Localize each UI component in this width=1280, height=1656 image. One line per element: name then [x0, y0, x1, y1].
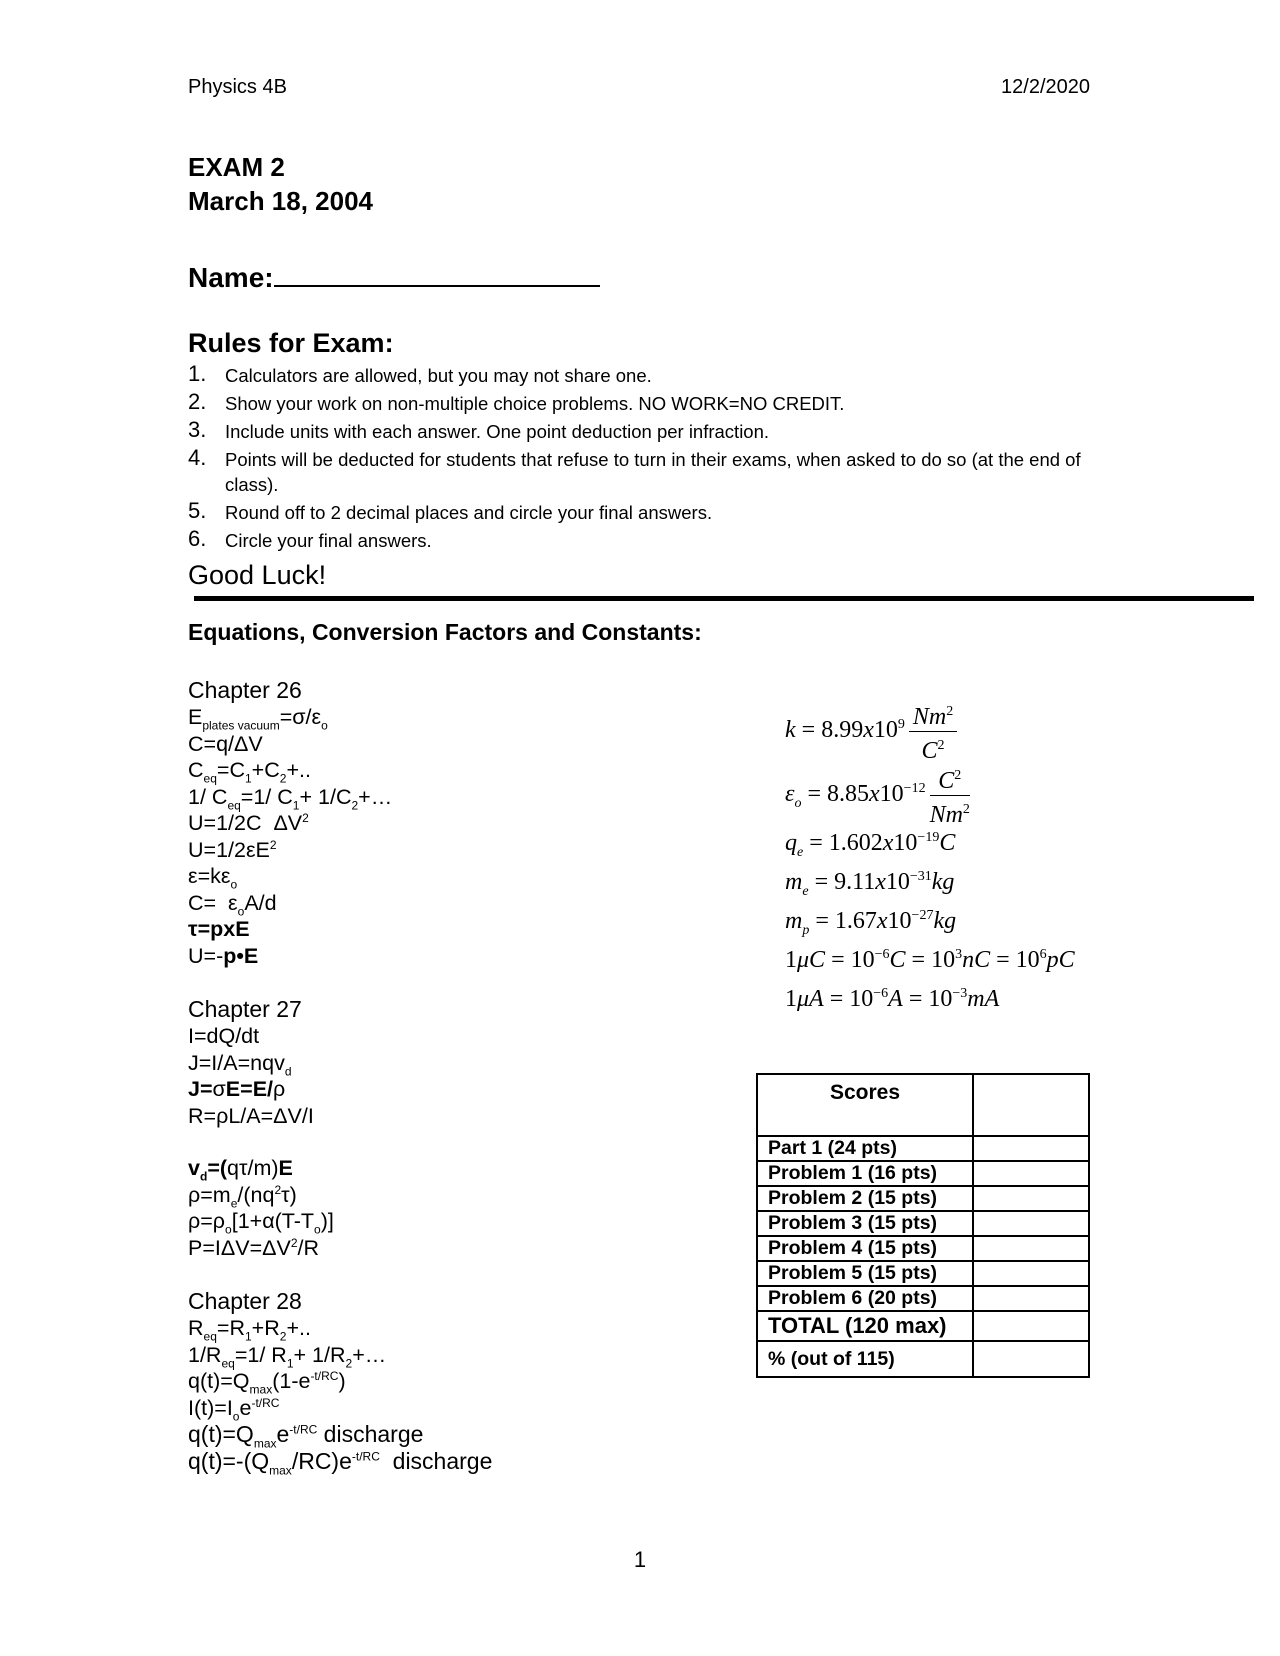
- rule-number: 2.: [188, 389, 207, 414]
- equation: I=dQ/dt: [188, 1024, 260, 1048]
- rule-item: [188, 528, 1093, 553]
- rules-heading: Rules for Exam:: [188, 328, 394, 358]
- rule-number: 1.: [188, 361, 207, 386]
- score-total-cell[interactable]: [973, 1311, 1089, 1341]
- equation: 1/ $C_{eq}=1/$ $C_1+$ $1/C_2+\dots$: [188, 784, 393, 812]
- constant-electron-charge: $q_e = 1.602x10^{-19}C$: [785, 830, 956, 860]
- score-cell[interactable]: [973, 1136, 1089, 1161]
- conversion-charge: $1\mu C = 10^{-6}C = 10^3nC = 10^6pC$: [785, 947, 1075, 973]
- constant-epsilon-o: $\varepsilon_o = 8.85x10^{-12}$ $\frac{C^2}{Nm^2}$: [785, 762, 970, 829]
- score-row-label: Problem 3 (15 pts): [757, 1211, 973, 1236]
- rules-list: [188, 363, 1093, 556]
- equation: $P=I\Delta V=\Delta V^2/R$: [188, 1235, 320, 1260]
- good-luck-text: Good Luck!: [188, 560, 327, 590]
- equation: $1/R_{eq}=1/$ $R_1+$ $1/R_2+\dots$: [188, 1342, 387, 1370]
- equation: $q(t)=-(Q_{max}/RC)e^{-t/RC}$ discharge: [188, 1447, 493, 1478]
- equation: $\rho=\rho_o[1+\alpha(T-T_o)]$: [188, 1209, 334, 1237]
- constant-proton-mass: $m_p = 1.67x10^{-27}kg$: [785, 908, 957, 938]
- section-divider: [194, 596, 1254, 601]
- rule-number: 4.: [188, 445, 207, 470]
- score-cell[interactable]: [973, 1286, 1089, 1311]
- rule-text: Points will be deducted for students that refuse to turn in their exams, when asked to do so (at the end of class).: [225, 449, 1081, 495]
- rule-item: [188, 363, 1093, 388]
- equation: U=-p•E: [188, 943, 259, 968]
- scores-table: [756, 1073, 1090, 1378]
- score-row-label: Problem 1 (16 pts): [757, 1161, 973, 1186]
- rule-item: [188, 447, 1093, 497]
- rule-text: Circle your final answers.: [225, 530, 432, 551]
- rule-text: Round off to 2 decimal places and circle your final answers.: [225, 502, 713, 523]
- exam-title: EXAM 2: [188, 152, 285, 182]
- score-row-label: Problem 2 (15 pts): [757, 1186, 973, 1211]
- equation: R=ρL/A=ΔV/I: [188, 1103, 314, 1128]
- rule-text: Show your work on non-multiple choice problems. NO WORK=NO CREDIT.: [225, 393, 845, 414]
- exam-date: March 18, 2004: [188, 186, 374, 216]
- header-course: Physics 4B: [188, 76, 287, 98]
- equation: $v_d=(q\tau/m)E$: [188, 1156, 293, 1184]
- equation: $\rho=m_e/(nq^2\tau)$: [188, 1182, 297, 1210]
- equation: $q(t)=Q_{max}(1-e^{-t/RC})$: [188, 1368, 346, 1397]
- score-row-label: Problem 5 (15 pts): [757, 1261, 973, 1286]
- scores-heading: Scores: [757, 1074, 973, 1136]
- rule-item: [188, 419, 1093, 444]
- rule-text: Calculators are allowed, but you may not share one.: [225, 365, 652, 386]
- score-percent-cell[interactable]: [973, 1341, 1089, 1377]
- equation: C=q/ΔV: [188, 731, 263, 756]
- constant-electron-mass: $m_e = 9.11x10^{-31}kg$: [785, 869, 955, 899]
- score-percent-label: % (out of 115): [757, 1341, 973, 1377]
- equations-list: [188, 676, 688, 1478]
- score-row-label: Problem 6 (20 pts): [757, 1286, 973, 1311]
- equation: $I(t)=I_oe^{-t/RC}$: [188, 1395, 280, 1423]
- equations-heading: Equations, Conversion Factors and Constants:: [188, 619, 702, 645]
- score-row-label: Part 1 (24 pts): [757, 1136, 973, 1161]
- page-number: 1: [633, 1547, 647, 1572]
- equation: $U=1/2\varepsilon E^2$: [188, 837, 277, 862]
- chapter-28-heading: Chapter 28: [188, 1288, 302, 1314]
- equation: $C_{eq}=C_1+C_2+$..: [188, 758, 311, 786]
- equation: $q(t)=Q_{max}e^{-t/RC}$ discharge: [188, 1421, 424, 1451]
- score-cell[interactable]: [973, 1161, 1089, 1186]
- score-cell[interactable]: [973, 1074, 1089, 1136]
- rule-number: 5.: [188, 498, 207, 523]
- equation: $C= \varepsilon_oA/d$: [188, 890, 277, 918]
- chapter-26-heading: Chapter 26: [188, 677, 302, 703]
- equation: $R_{eq}=R_1+R_2+$..: [188, 1316, 311, 1344]
- equation: U=1/2C $\Delta V^2$: [188, 810, 309, 835]
- score-cell[interactable]: [973, 1211, 1089, 1236]
- score-cell[interactable]: [973, 1236, 1089, 1261]
- name-label: Name:: [188, 262, 274, 293]
- equation: J=σE=E/ρ: [188, 1077, 286, 1101]
- chapter-27-heading: Chapter 27: [188, 996, 302, 1022]
- equation: τ=pxE: [188, 917, 250, 941]
- score-cell[interactable]: [973, 1261, 1089, 1286]
- rule-number: 6.: [188, 526, 207, 551]
- name-field: [188, 262, 600, 294]
- conversion-current: $1\mu A = 10^{-6}A = 10^{-3}mA$: [785, 986, 1000, 1012]
- rule-item: [188, 500, 1093, 525]
- score-row-label: Problem 4 (15 pts): [757, 1236, 973, 1261]
- score-cell[interactable]: [973, 1186, 1089, 1211]
- score-total-label: TOTAL (120 max): [757, 1311, 973, 1341]
- equation: J=I/A=nqv$_d$: [188, 1050, 292, 1078]
- header-date: 12/2/2020: [1001, 76, 1090, 98]
- equation: $E_{plates vacuum}=\sigma/\varepsilon_o$: [188, 705, 328, 733]
- equation: $\varepsilon=k\varepsilon_o$: [188, 864, 238, 892]
- rule-item: [188, 391, 1093, 416]
- rule-number: 3.: [188, 417, 207, 442]
- name-blank-line: [274, 263, 600, 287]
- constant-k: $k = 8.99x10^9$ $\frac{Nm^2}{C^2}$: [785, 698, 957, 765]
- rule-text: Include units with each answer. One point deduction per infraction.: [225, 421, 770, 442]
